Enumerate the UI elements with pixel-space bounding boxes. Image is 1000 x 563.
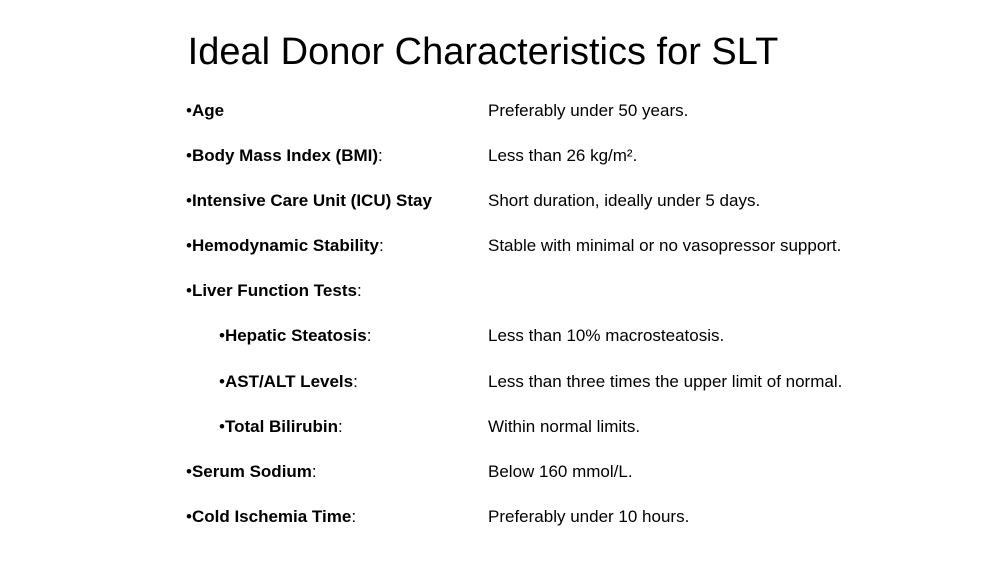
row-label-suffix: :: [378, 146, 383, 166]
row-hemodynamic-stability: [186, 232, 946, 277]
bullet: •: [186, 101, 192, 120]
row-bmi: [186, 142, 946, 187]
row-value: Short duration, ideally under 5 days.: [488, 191, 761, 211]
row-label-text: Hepatic Steatosis: [224, 326, 367, 346]
row-label-text: Cold Ischemia Time: [191, 506, 352, 526]
bullet: •: [186, 461, 192, 481]
row-value: Within normal limits.: [488, 416, 641, 436]
row-label-text: Liver Function Tests: [191, 281, 357, 301]
bullet: •: [219, 371, 225, 391]
row-label: [186, 458, 317, 486]
bullet: •: [186, 191, 192, 211]
row-label-suffix: :: [351, 506, 357, 526]
row-value: Less than 10% macrosteatosis.: [488, 326, 725, 346]
row-label-text: Total Bilirubin: [224, 416, 338, 436]
bullet: •: [219, 416, 225, 436]
row-label: [186, 503, 356, 531]
row-label-text: Body Mass Index (BMI): [191, 146, 379, 166]
row-label-text: AST/ALT Levels: [224, 371, 354, 391]
row-label: [186, 277, 362, 305]
bullet: •: [186, 236, 192, 256]
row-label: [219, 322, 371, 350]
row-label-suffix: :: [379, 236, 384, 256]
row-label: [186, 142, 383, 170]
bullet: •: [186, 146, 192, 166]
row-label-suffix: :: [353, 371, 358, 391]
row-cold-ischemia-time: [186, 503, 946, 548]
row-value: Preferably under 10 hours.: [488, 506, 690, 526]
row-liver-function-tests: [186, 277, 946, 322]
row-age: [186, 97, 946, 142]
row-hepatic-steatosis: [186, 322, 946, 367]
row-label-text: Age: [191, 101, 225, 120]
row-value: Below 160 mmol/L.: [488, 461, 633, 481]
row-ast-alt-levels: [186, 368, 946, 413]
slide-title: Ideal Donor Characteristics for SLT: [187, 31, 779, 73]
row-label-text: Intensive Care Unit (ICU) Stay: [191, 191, 432, 211]
row-label: [186, 187, 432, 215]
row-total-bilirubin: [186, 413, 946, 458]
row-serum-sodium: [186, 458, 946, 503]
row-value: Less than three times the upper limit of normal.: [488, 371, 843, 391]
row-label: [219, 413, 343, 441]
bullet: •: [219, 326, 225, 346]
bullet: •: [186, 281, 192, 301]
row-value: Less than 26 kg/m².: [488, 146, 638, 166]
row-label-text: Hemodynamic Stability: [191, 236, 380, 256]
row-label: [186, 232, 384, 260]
row-label-suffix: :: [311, 461, 317, 481]
row-value: Stable with minimal or no vasopressor support.: [488, 236, 842, 256]
row-label: [186, 97, 224, 125]
row-label-suffix: :: [356, 281, 362, 301]
bullet: •: [186, 506, 192, 526]
row-icu-stay: [186, 187, 946, 232]
row-label-suffix: :: [366, 326, 372, 346]
row-label-suffix: :: [337, 416, 343, 436]
row-value: Preferably under 50 years.: [488, 101, 689, 120]
row-label-text: Serum Sodium: [191, 461, 312, 481]
donor-characteristics-list: [186, 97, 946, 548]
row-label: [219, 368, 358, 396]
